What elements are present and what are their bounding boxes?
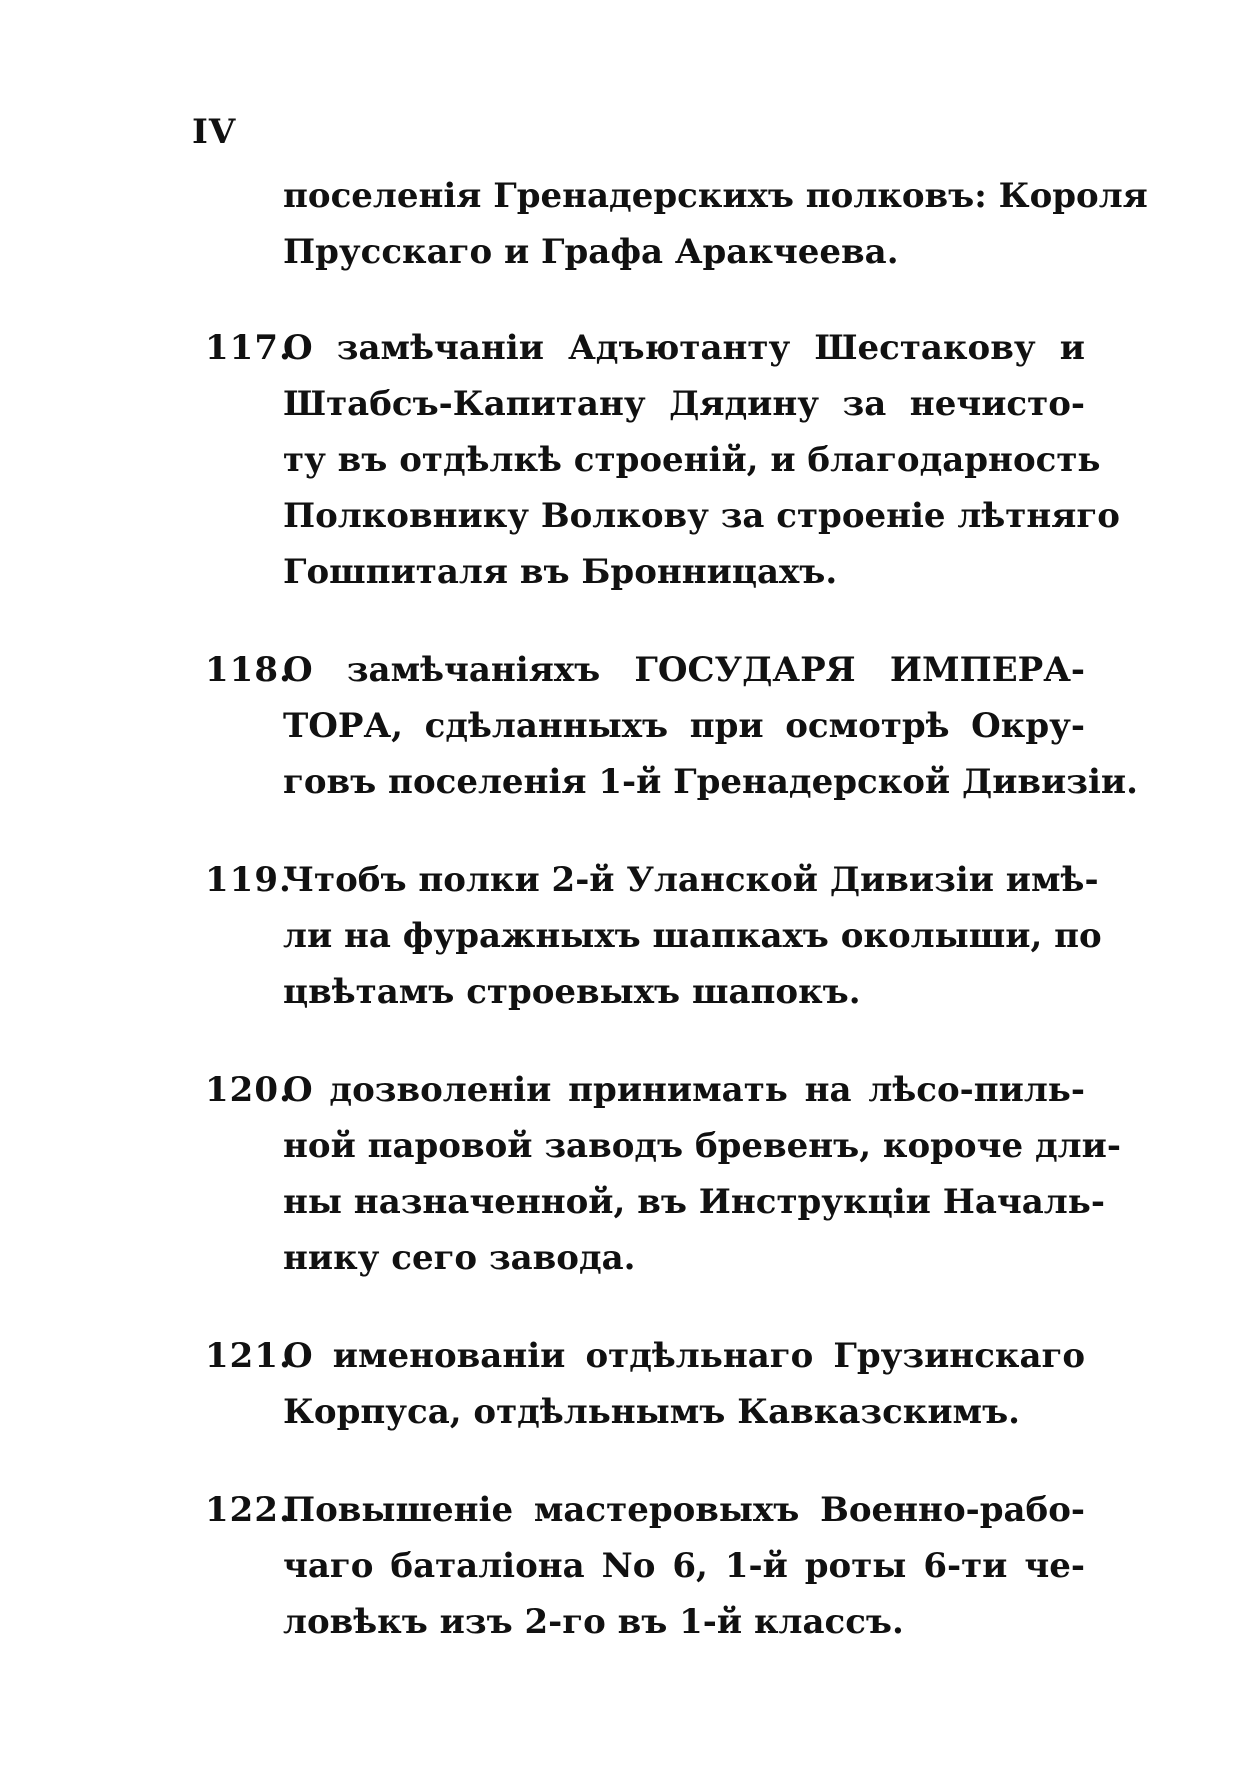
entry-number: 117. bbox=[205, 328, 292, 368]
entry-line: О именованіи отдѣльнаго Грузинскаго bbox=[283, 1336, 1085, 1376]
entry-121 bbox=[205, 1328, 1085, 1440]
entry-line: говъ поселенія 1-й Гренадерской Дивизіи. bbox=[283, 762, 1138, 802]
entry-number: 122. bbox=[205, 1490, 292, 1530]
entry-line: Полковнику Волкову за строеніе лѣтняго bbox=[283, 496, 1120, 536]
intro-continuation bbox=[283, 168, 1148, 280]
entry-number: 118. bbox=[205, 650, 292, 690]
entry-line: Чтобъ полки 2-й Уланской Дивизіи имѣ- bbox=[283, 860, 1099, 900]
entry-text bbox=[283, 642, 1138, 810]
entry-number: 120. bbox=[205, 1070, 292, 1110]
entry-line: чаго баталіона No 6, 1-й роты 6-ти че- bbox=[283, 1546, 1085, 1586]
entry-line: О замѣчаніи Адъютанту Шестакову и bbox=[283, 328, 1085, 368]
entries-list bbox=[205, 168, 1148, 1692]
entry-text bbox=[283, 852, 1102, 1020]
entry-line: ны назначенной, въ Инструкціи Началь- bbox=[283, 1182, 1105, 1222]
entry-119 bbox=[205, 852, 1102, 1020]
entry-line: Гошпиталя въ Бронницахъ. bbox=[283, 552, 838, 592]
entry-text bbox=[283, 320, 1120, 600]
entry-text bbox=[283, 1328, 1085, 1440]
entry-line: ной паровой заводъ бревенъ, короче дли- bbox=[283, 1126, 1121, 1166]
entry-number: 121. bbox=[205, 1336, 292, 1376]
entry-line: ли на фуражныхъ шапкахъ околыши, по bbox=[283, 916, 1102, 956]
entry-line: Штабсъ-Капитану Дядину за нечисто- bbox=[283, 384, 1085, 424]
intro-line: поселенія Гренадерскихъ полковъ: Короля bbox=[283, 176, 1148, 216]
entry-117 bbox=[205, 320, 1120, 600]
entry-122 bbox=[205, 1482, 1085, 1650]
entry-line: нику сего завода. bbox=[283, 1238, 636, 1278]
page-number: IV bbox=[192, 112, 237, 152]
entry-text bbox=[283, 1482, 1085, 1650]
entry-text bbox=[283, 1062, 1121, 1286]
entry-number: 119. bbox=[205, 860, 292, 900]
entry-120 bbox=[205, 1062, 1121, 1286]
entry-line: Повышеніе мастеровыхъ Военно-рабо- bbox=[283, 1490, 1085, 1530]
entry-line: О дозволеніи принимать на лѣсо-пиль- bbox=[283, 1070, 1085, 1110]
entry-line: О замѣчаніяхъ ГОСУДАРЯ ИМПЕРА- bbox=[283, 650, 1085, 690]
entry-line: цвѣтамъ строевыхъ шапокъ. bbox=[283, 972, 861, 1012]
entry-line: ловѣкъ изъ 2-го въ 1-й классъ. bbox=[283, 1602, 904, 1642]
intro-line: Прусскаго и Графа Аракчеева. bbox=[283, 232, 899, 272]
entry-line: ТОРА, сдѣланныхъ при осмотрѣ Окру- bbox=[283, 706, 1085, 746]
entry-118 bbox=[205, 642, 1138, 810]
entry-line: ту въ отдѣлкѣ строеній, и благодарность bbox=[283, 440, 1101, 480]
entry-line: Корпуса, отдѣльнымъ Кавказскимъ. bbox=[283, 1392, 1021, 1432]
